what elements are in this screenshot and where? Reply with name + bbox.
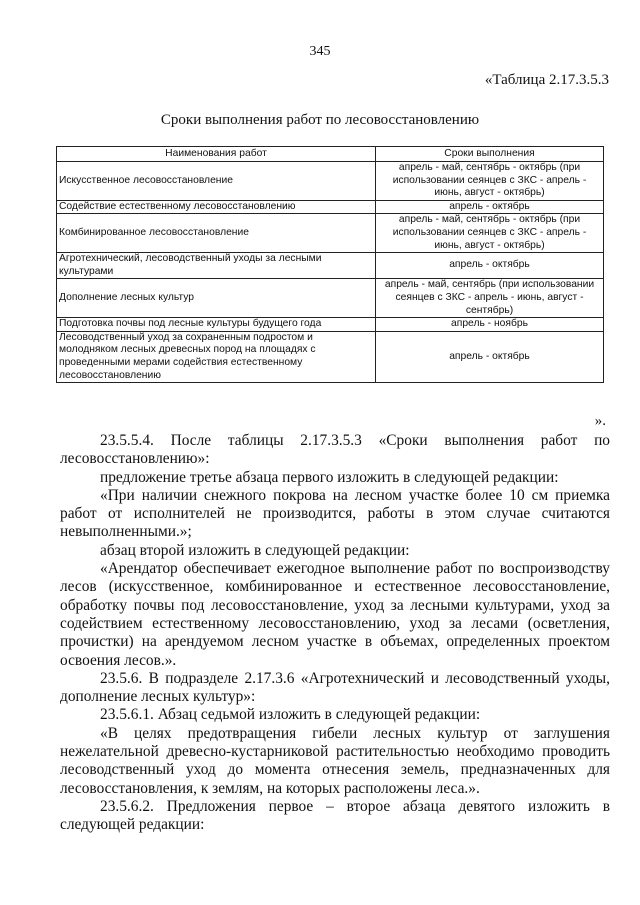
work-name-cell: Комбинированное лесовосстановление [57, 214, 376, 253]
paragraph: «Арендатор обеспечивает ежегодное выполнение работ по воспроизводству лесов (искусственное, комбинированное и естественное лесовосстановление, обработку почвы под лесовосстановление, уход за лесными культурами, уход за содействием естественному лесовосстановлению, уход за лесами (осветления, прочистки) на арендуемом лесном участке в объемах, определенных проектом освоения лесов.». [60, 560, 610, 669]
paragraph: 23.5.6.1. Абзац седьмой изложить в следующей редакции: [100, 706, 481, 724]
work-name-cell: Агротехнический, лесоводственный уходы за лесными культурами [57, 253, 376, 279]
header-period: Сроки выполнения [376, 147, 604, 162]
table-header-row [57, 147, 604, 162]
table-row [57, 279, 604, 318]
page-number: 345 [309, 44, 331, 59]
table-title: Сроки выполнения работ по лесовосстановлению [160, 112, 480, 128]
header-work-name: Наименования работ [57, 147, 376, 162]
work-name-cell: Дополнение лесных культур [57, 279, 376, 318]
paragraph: 23.5.6. В подразделе 2.17.3.6 «Агротехнический и лесоводственный уходы, дополнение лесных культур»: [60, 669, 610, 706]
table-row [57, 253, 604, 279]
period-cell: апрель - май, сентябрь - октябрь (при использовании сеянцев с ЗКС - апрель - июнь, август - октябрь) [376, 162, 604, 201]
period-cell: апрель - май, сентябрь - октябрь (при использовании сеянцев с ЗКС - апрель - июнь, август - октябрь) [376, 214, 604, 253]
work-name-cell: Содействие естественному лесовосстановлению [57, 200, 376, 214]
paragraph: «При наличии снежного покрова на лесном участке более 10 см приемка работ от исполнителей не производится, работы в этом случае считаются невыполненными.»; [60, 486, 610, 541]
period-cell: апрель - октябрь [376, 253, 604, 279]
table-closing-quote: ». [594, 413, 606, 429]
paragraph: 23.5.6.2. Предложения первое – второе абзаца девятого изложить в следующей редакции: [60, 797, 610, 834]
work-name-cell: Подготовка почвы под лесные культуры будущего года [57, 318, 376, 332]
period-cell: апрель - ноябрь [376, 318, 604, 332]
table-reference: «Таблица 2.17.3.5.3 [484, 72, 609, 88]
table-row [57, 162, 604, 201]
paragraph: предложение третье абзаца первого изложить в следующей редакции: [100, 468, 559, 486]
period-cell: апрель - май, сентябрь (при использовании сеянцев с ЗКС - апрель - июнь, август - сентябрь) [376, 279, 604, 318]
work-name-cell: Искусственное лесовосстановление [57, 162, 376, 201]
paragraph: «В целях предотвращения гибели лесных культур от заглушения нежелательной древесно-кустарниковой растительностью необходимо проводить лесоводственный уход до момента отнесения земель, предназначенных для лесовосстановления, к землям, на которых расположены леса.». [60, 724, 610, 797]
period-cell: апрель - октябрь [376, 200, 604, 214]
table-row [57, 214, 604, 253]
table-row [57, 318, 604, 332]
paragraph: 23.5.5.4. После таблицы 2.17.3.5.3 «Сроки выполнения работ по лесовосстановлению»: [60, 432, 610, 468]
paragraph: абзац второй изложить в следующей редакции: [100, 541, 410, 559]
document-body [60, 432, 610, 835]
works-schedule-table [56, 146, 604, 383]
table-row [57, 331, 604, 382]
period-cell: апрель - октябрь [376, 331, 604, 382]
work-name-cell: Лесоводственный уход за сохраненным подростом и молодняком лесных древесных пород на площадях с проведенными мерами содействия естественному лесовосстановлению [57, 331, 376, 382]
table-row [57, 200, 604, 214]
